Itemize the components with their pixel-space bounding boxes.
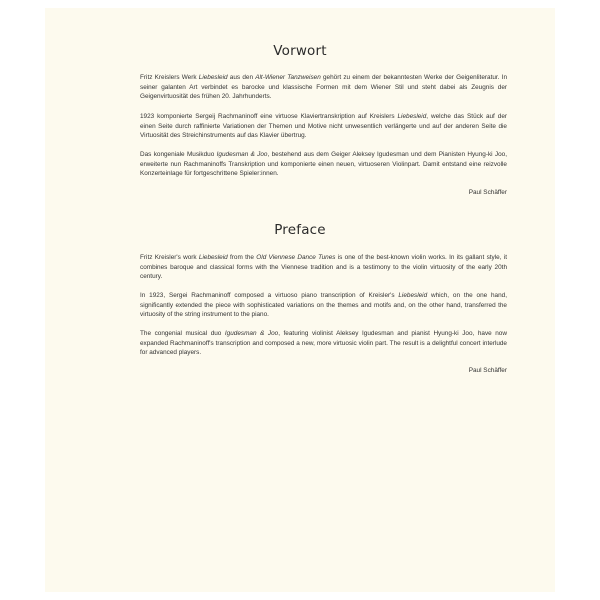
preface-title: Preface bbox=[274, 222, 326, 238]
vorwort-paragraph-1: Fritz Kreislers Werk Liebesleid aus den Alt-Wiener Tanzweisen gehört zu einem der bekanntesten Werke der Geigenliteratur. In seiner galanten Art verbindet es barocke und klassische Formen mit dem Wiener Stil und steht dabei als Zeugnis der Geigenvirtuosität des frühen 20. Jahrhunderts. bbox=[140, 74, 508, 100]
preface-paragraph-2: In 1923, Sergei Rachmaninoff composed a virtuoso piano transcription of Kreisler's Liebesleid which, on the one hand, significantly extended the piece with sophisticated variations on the themes and motifs and, on the other hand, transferred the virtuosity of the string instrument to the piano. bbox=[140, 292, 507, 318]
vorwort-paragraph-2: 1923 komponierte Sergeij Rachmaninoff eine virtuose Klaviertranskription auf Kreislers Liebesleid, welche das Stück auf der einen Seite durch raffinierte Variationen der Themen und Motive nicht unwesentlich verlängerte und auf der anderen Seite die Virtuosität des Streichinstruments auf das Klavier übertrug. bbox=[140, 113, 507, 139]
vorwort-title: Vorwort bbox=[273, 43, 327, 59]
vorwort-signature: Paul Schäffer bbox=[468, 189, 507, 196]
vorwort-paragraph-3: Das kongeniale Musikduo Igudesman & Joo, bestehend aus dem Geiger Aleksey Igudesman und dem Pianisten Hyung-ki Joo, erweiterte nun Rachmaninoffs Transkription und komponierte einen neuen, virtuoseren Violinpart. Damit entstand eine reizvolle Konzerteinlage für fortgeschrittene Spieler:innen. bbox=[140, 151, 507, 177]
preface-paragraph-1: Fritz Kreisler's work Liebesleid from the Old Viennese Dance Tunes is one of the best-known violin works. In its gallant style, it combines baroque and classical forms with the Viennese tradition and is a testimony to the violin virtuosity of the early 20th century. bbox=[140, 254, 507, 280]
document-page bbox=[45, 8, 555, 592]
preface-paragraph-3: The congenial musical duo Igudesman & Joo, featuring violinist Aleksey Igudesman and pianist Hyung-ki Joo, have now expanded Rachmaninoff's transcription and composed a new, more virtuosic violin part. The result is a delightful concert interlude for advanced players. bbox=[140, 330, 507, 356]
preface-signature: Paul Schäffer bbox=[468, 367, 507, 374]
